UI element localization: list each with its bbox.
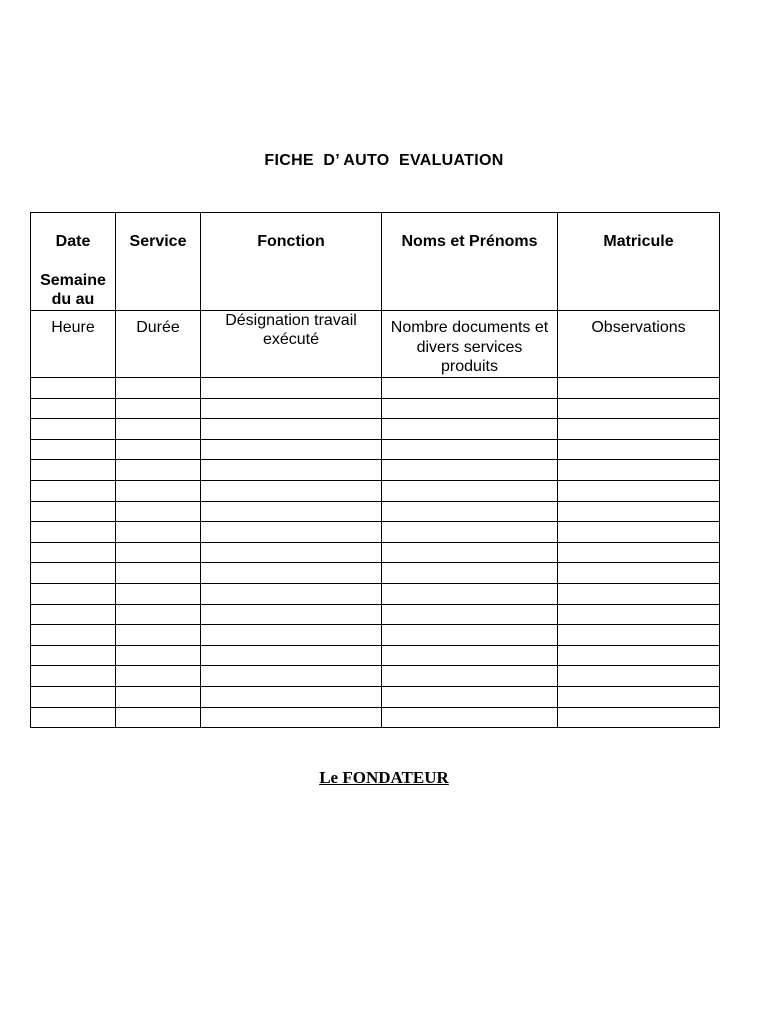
blank-cell (201, 501, 382, 522)
blank-cell (382, 501, 558, 522)
blank-cell (31, 439, 116, 460)
blank-cell (31, 563, 116, 584)
evaluation-table (30, 212, 720, 728)
blank-cell (31, 707, 116, 728)
blank-cell (558, 522, 720, 543)
blank-cell (201, 666, 382, 687)
blank-row (31, 398, 720, 419)
header-cell-observations (558, 311, 720, 378)
blank-cell (201, 625, 382, 646)
blank-row (31, 460, 720, 481)
header-row-identity (31, 213, 720, 311)
blank-cell (116, 378, 201, 399)
blank-row (31, 583, 720, 604)
blank-cell (31, 522, 116, 543)
fonction-label: Fonction (257, 233, 325, 250)
blank-row (31, 604, 720, 625)
blank-row (31, 419, 720, 440)
blank-cell (31, 666, 116, 687)
blank-cell (116, 707, 201, 728)
blank-cell (31, 686, 116, 707)
designation-label: Désignation travail exécuté (225, 312, 357, 348)
blank-cell (558, 398, 720, 419)
blank-row (31, 378, 720, 399)
date-label: Date (55, 233, 91, 250)
noms-label: Noms et Prénoms (401, 233, 538, 250)
blank-row (31, 480, 720, 501)
week-label: Semaine du au (40, 272, 106, 308)
blank-cell (31, 378, 116, 399)
header-cell-duree (116, 311, 201, 378)
blank-row (31, 542, 720, 563)
header-cell-noms (382, 213, 558, 311)
blank-cell (382, 583, 558, 604)
blank-cell (382, 460, 558, 481)
blank-cell (116, 439, 201, 460)
header-row-activity (31, 311, 720, 378)
blank-cell (382, 563, 558, 584)
blank-row (31, 666, 720, 687)
blank-cell (558, 645, 720, 666)
blank-row (31, 439, 720, 460)
blank-cell (382, 604, 558, 625)
blank-cell (201, 398, 382, 419)
blank-cell (382, 522, 558, 543)
blank-cell (558, 583, 720, 604)
blank-cell (382, 419, 558, 440)
blank-cell (116, 542, 201, 563)
blank-cell (558, 686, 720, 707)
blank-cell (558, 625, 720, 646)
blank-cell (558, 563, 720, 584)
blank-cell (31, 480, 116, 501)
matricule-label: Matricule (603, 233, 674, 250)
blank-cell (201, 439, 382, 460)
blank-row (31, 501, 720, 522)
blank-row (31, 686, 720, 707)
signature-label: Le FONDATEUR (319, 768, 449, 787)
blank-cell (31, 542, 116, 563)
blank-cell (116, 398, 201, 419)
blank-row (31, 707, 720, 728)
header-cell-designation (201, 311, 382, 378)
header-cell-heure (31, 311, 116, 378)
blank-row (31, 522, 720, 543)
blank-cell (116, 645, 201, 666)
blank-cell (116, 460, 201, 481)
header-cell-nombre (382, 311, 558, 378)
nombre-label: Nombre documents et divers services produits (390, 319, 549, 375)
service-label: Service (129, 233, 187, 250)
blank-cell (201, 583, 382, 604)
blank-cell (116, 625, 201, 646)
blank-cell (201, 480, 382, 501)
blank-cell (201, 460, 382, 481)
blank-cell (558, 542, 720, 563)
blank-cell (201, 645, 382, 666)
blank-cell (558, 604, 720, 625)
header-cell-fonction (201, 213, 382, 311)
blank-cell (201, 542, 382, 563)
header-cell-date (31, 213, 116, 311)
blank-cell (116, 501, 201, 522)
header-cell-service (116, 213, 201, 311)
blank-cell (382, 645, 558, 666)
blank-cell (382, 480, 558, 501)
blank-cell (116, 563, 201, 584)
blank-cell (558, 666, 720, 687)
blank-cell (558, 460, 720, 481)
observations-label: Observations (591, 319, 686, 336)
blank-cell (558, 480, 720, 501)
blank-cell (116, 604, 201, 625)
blank-cell (31, 625, 116, 646)
blank-cell (116, 480, 201, 501)
blank-row (31, 645, 720, 666)
blank-row (31, 625, 720, 646)
blank-cell (558, 707, 720, 728)
blank-cell (201, 686, 382, 707)
blank-cell (201, 707, 382, 728)
blank-cell (382, 398, 558, 419)
blank-cell (201, 378, 382, 399)
blank-cell (382, 378, 558, 399)
blank-cell (201, 419, 382, 440)
blank-row (31, 563, 720, 584)
blank-cell (31, 419, 116, 440)
blank-cell (382, 542, 558, 563)
blank-cell (31, 583, 116, 604)
blank-cell (31, 645, 116, 666)
blank-cell (116, 522, 201, 543)
blank-entry-rows (31, 378, 720, 728)
heure-label: Heure (51, 319, 95, 336)
blank-cell (116, 686, 201, 707)
blank-cell (31, 460, 116, 481)
blank-cell (382, 666, 558, 687)
blank-cell (382, 439, 558, 460)
form-title: FICHE D’ AUTO EVALUATION (264, 152, 504, 169)
blank-cell (201, 604, 382, 625)
blank-cell (116, 666, 201, 687)
blank-cell (558, 419, 720, 440)
blank-cell (31, 501, 116, 522)
duree-label: Durée (136, 319, 180, 336)
blank-cell (382, 686, 558, 707)
blank-cell (201, 522, 382, 543)
blank-cell (116, 583, 201, 604)
blank-cell (558, 439, 720, 460)
blank-cell (382, 625, 558, 646)
blank-cell (558, 378, 720, 399)
blank-cell (31, 398, 116, 419)
blank-cell (116, 419, 201, 440)
blank-cell (558, 501, 720, 522)
blank-cell (201, 563, 382, 584)
blank-cell (31, 604, 116, 625)
blank-cell (382, 707, 558, 728)
header-cell-matricule (558, 213, 720, 311)
